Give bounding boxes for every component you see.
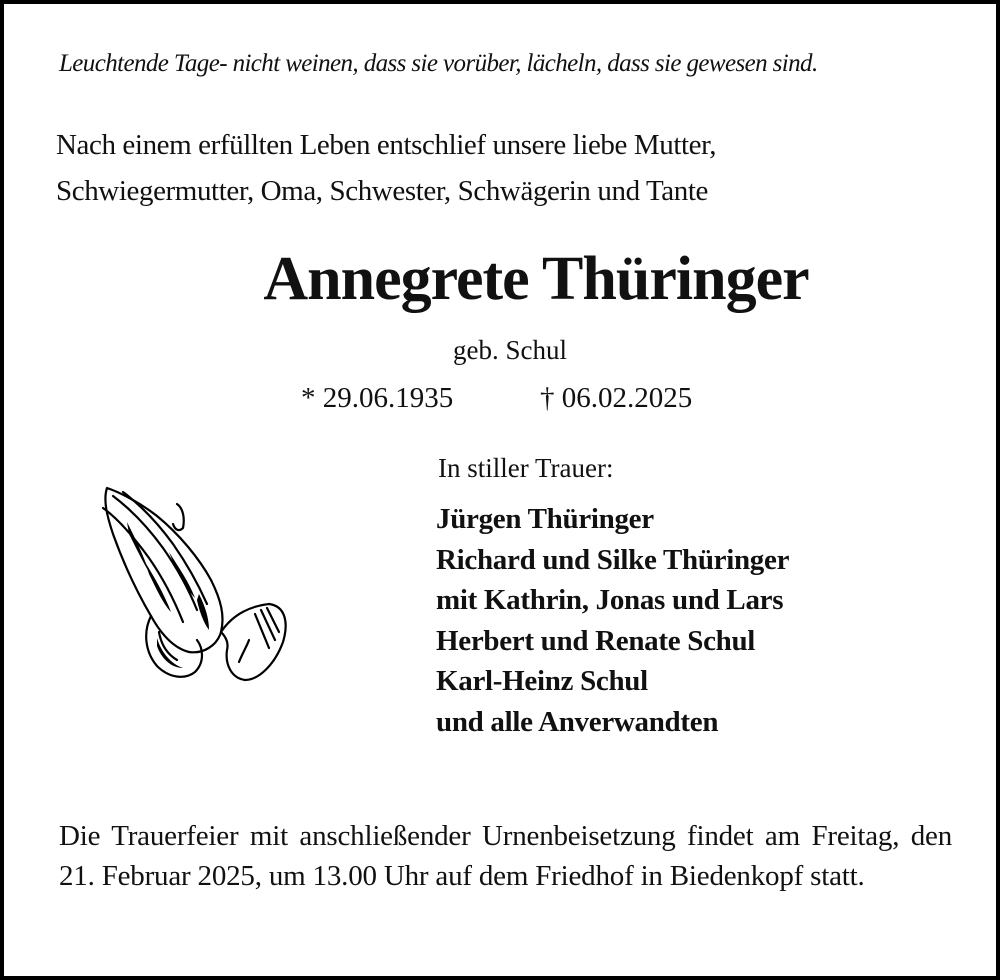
mourning-heading: In stiller Trauer: xyxy=(438,453,614,483)
praying-hands-icon xyxy=(99,482,294,687)
mourner-name: und alle Anverwandten xyxy=(436,705,719,738)
mourners-list xyxy=(436,499,789,742)
deceased-name: Annegrete Thüringer xyxy=(263,245,809,313)
birth-date: * 29.06.1935 xyxy=(301,382,454,414)
mourner-name: Jürgen Thüringer xyxy=(436,503,654,535)
motto-quote: Leuchtende Tage- nicht weinen, dass sie vorüber, lächeln, dass sie gewesen sind. xyxy=(59,50,818,77)
mourner-name: Richard und Silke Thüringer xyxy=(436,543,790,576)
mourner-name: Karl-Heinz Schul xyxy=(436,665,648,697)
maiden-name: geb. Schul xyxy=(453,335,567,365)
funeral-service-info: Die Trauerfeier mit anschließender Urnenbeisetzung findet am Freitag, den 21. Februar 2025, um 13.00 Uhr auf dem Friedhof in Biedenkopf statt. xyxy=(59,820,952,892)
death-date: † 06.02.2025 xyxy=(540,382,693,414)
mourner-name: Herbert und Renate Schul xyxy=(436,624,756,657)
mourner-name: mit Kathrin, Jonas und Lars xyxy=(436,584,784,616)
intro-text xyxy=(56,122,716,214)
intro-line-2: Schwiegermutter, Oma, Schwester, Schwägerin und Tante xyxy=(56,175,709,207)
intro-line-1: Nach einem erfüllten Leben entschlief unsere liebe Mutter, xyxy=(56,129,717,161)
